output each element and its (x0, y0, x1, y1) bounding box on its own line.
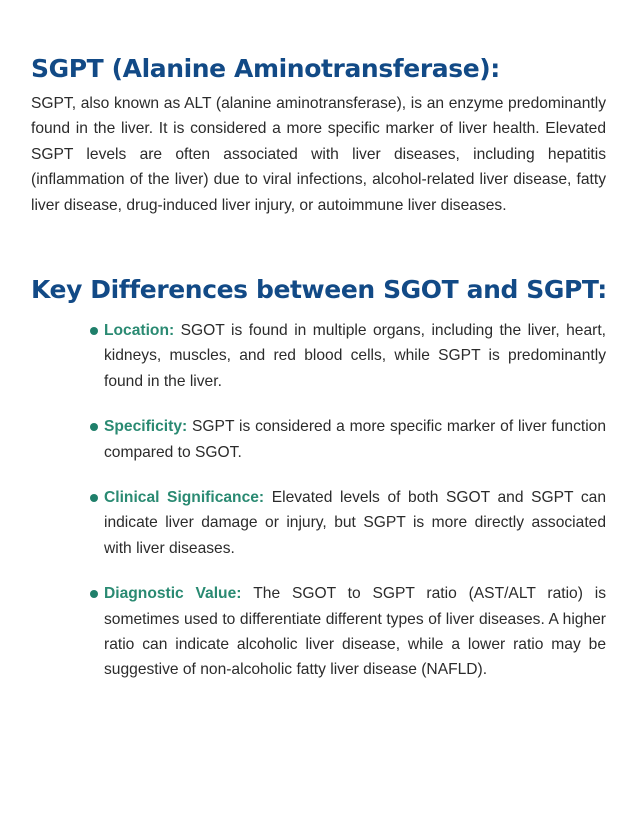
list-item-specificity (90, 414, 606, 465)
sgpt-description: SGPT, also known as ALT (alanine aminotransferase), is an enzyme predominantly found in the liver. It is considered a more specific marker of liver health. Elevated SGPT levels are often associated with liver diseases, including hepatitis (inflammation of the liver) due to viral infections, alcohol-related liver disease, fatty liver disease, drug-induced liver injury, or autoimmune liver diseases. (31, 95, 606, 214)
item-term: Location: (104, 322, 181, 339)
differences-list (90, 318, 606, 683)
sgpt-heading: SGPT (Alanine Aminotransferase): (31, 54, 500, 83)
bullet-dot-icon (90, 494, 98, 502)
key-differences-heading: Key Differences between SGOT and SGPT: (31, 275, 607, 304)
item-text: Elevated levels of both SGOT and SGPT can indicate liver damage or injury, but SGPT is more directly associated with liver diseases. (104, 489, 606, 557)
bullet-dot-icon (90, 590, 98, 598)
item-term: Specificity: (104, 418, 193, 436)
item-term: Diagnostic Value: (104, 585, 254, 603)
list-item-clinical-significance (90, 485, 606, 561)
item-text: SGOT is found in multiple organs, including the liver, heart, kidneys, muscles, and red blood cells, while SGPT is predominantly found in the liver. (104, 322, 606, 390)
item-term: Clinical Significance: (104, 489, 272, 507)
list-item-location (90, 318, 606, 394)
item-text: SGPT is considered a more specific marker of liver function compared to SGOT. (104, 418, 607, 461)
bullet-dot-icon (90, 327, 98, 335)
bullet-dot-icon (90, 423, 98, 431)
list-item-diagnostic-value (90, 581, 606, 683)
item-text: The SGOT to SGPT ratio (AST/ALT ratio) is sometimes used to differentiate different types of liver diseases. A higher ratio can indicate alcoholic liver disease, while a lower ratio may be suggestive of non-alcoholic fatty liver disease (NAFLD). (104, 585, 606, 679)
